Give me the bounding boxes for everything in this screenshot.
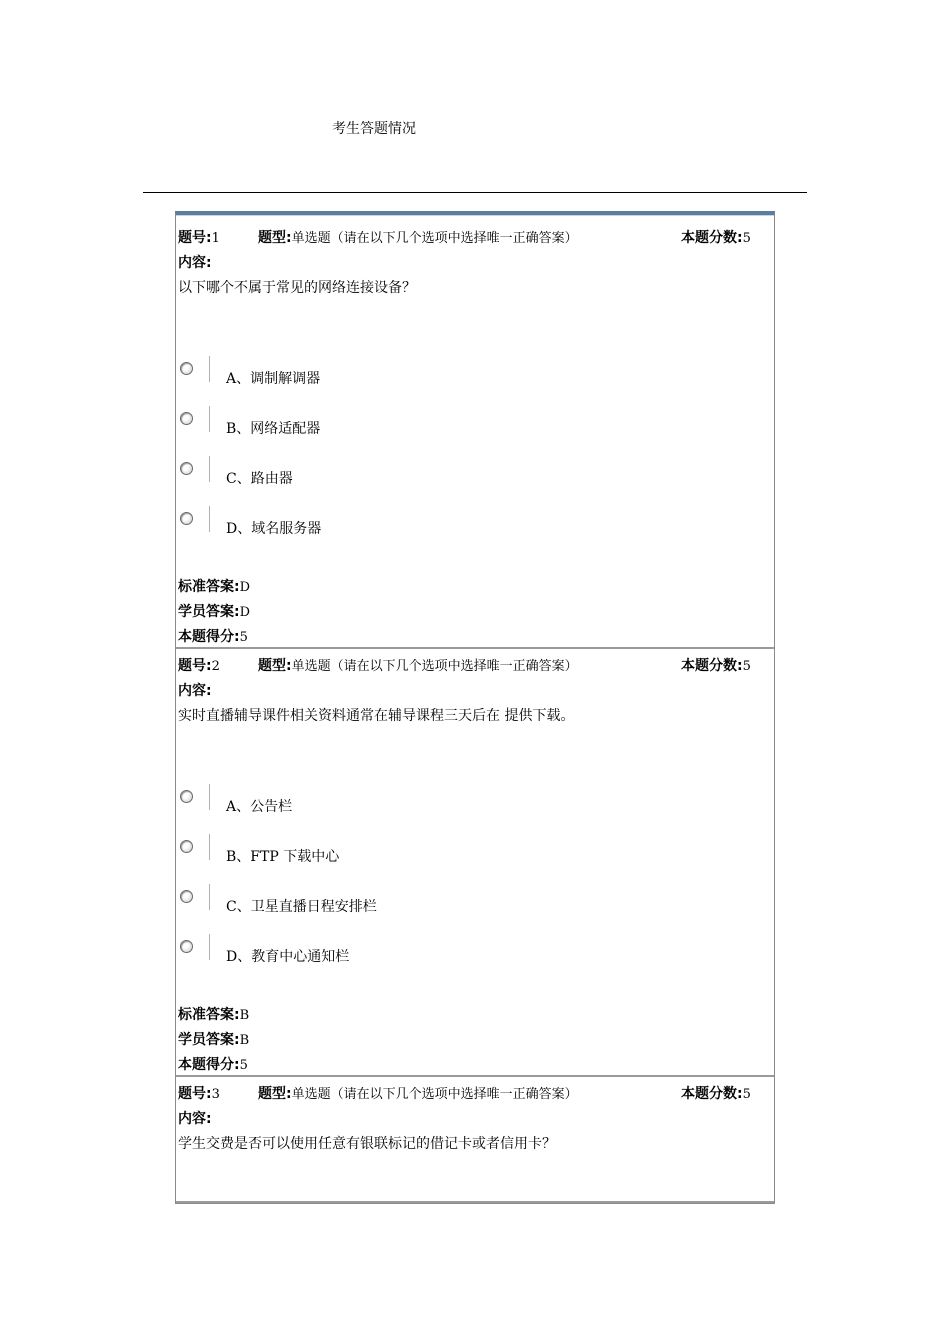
question-number-row	[178, 658, 220, 675]
question-score-label: 本题分数:	[681, 1086, 743, 1102]
got-score-value: 5	[239, 630, 248, 645]
question-type-value: 单选题（请在以下几个选项中选择唯一正确答案）	[291, 659, 578, 674]
option-divider	[209, 934, 210, 960]
standard-answer-value: D	[239, 580, 251, 595]
content-label: 内容:	[178, 255, 212, 271]
question-score-value: 5	[742, 231, 751, 246]
option-a[interactable]	[178, 784, 678, 816]
student-answer-label: 学员答案:	[178, 1032, 240, 1048]
option-text: A、公告栏	[226, 799, 293, 815]
question-type-value: 单选题（请在以下几个选项中选择唯一正确答案）	[291, 1087, 578, 1102]
radio-button-icon[interactable]	[180, 512, 193, 525]
question-score-row	[681, 230, 751, 247]
option-text: D、域名服务器	[226, 521, 322, 537]
question-score-row	[681, 1086, 751, 1103]
standard-answer-row	[178, 579, 250, 596]
standard-answer-value: B	[239, 1008, 250, 1023]
question-type-label: 题型:	[258, 230, 292, 246]
question-number-label: 题号:	[178, 230, 212, 246]
radio-button-icon[interactable]	[180, 890, 193, 903]
option-b[interactable]	[178, 406, 678, 438]
question-score-value: 5	[742, 1087, 751, 1102]
page-title: 考生答题情况	[332, 121, 416, 137]
question-score-row	[681, 658, 751, 675]
option-divider	[209, 506, 210, 532]
question-type-row	[258, 1086, 578, 1103]
question-block-1	[176, 215, 774, 649]
option-divider	[209, 834, 210, 860]
option-d[interactable]	[178, 934, 678, 966]
question-text: 实时直播辅导课件相关资料通常在辅导课程三天后在 提供下载。	[178, 708, 575, 724]
question-score-value: 5	[742, 659, 751, 674]
question-number-label: 题号:	[178, 1086, 212, 1102]
radio-button-icon[interactable]	[180, 412, 193, 425]
option-b[interactable]	[178, 834, 678, 866]
header-rule	[143, 192, 807, 193]
content-label: 内容:	[178, 1111, 212, 1127]
question-block-3	[176, 1077, 774, 1203]
option-divider	[209, 456, 210, 482]
student-answer-row	[178, 1032, 249, 1049]
option-divider	[209, 884, 210, 910]
question-text: 学生交费是否可以使用任意有银联标记的借记卡或者信用卡？	[178, 1136, 556, 1152]
option-a[interactable]	[178, 356, 678, 388]
radio-button-icon[interactable]	[180, 940, 193, 953]
question-type-label: 题型:	[258, 1086, 292, 1102]
question-type-label: 题型:	[258, 658, 292, 674]
question-number-row	[178, 1086, 220, 1103]
student-answer-value: D	[239, 605, 251, 620]
got-score-row	[178, 1057, 248, 1074]
question-type-row	[258, 658, 578, 675]
question-number-value: 1	[211, 231, 220, 246]
question-score-label: 本题分数:	[681, 658, 743, 674]
option-text: C、路由器	[226, 471, 293, 487]
radio-button-icon[interactable]	[180, 840, 193, 853]
option-text: B、网络适配器	[226, 421, 321, 437]
radio-button-icon[interactable]	[180, 462, 193, 475]
option-divider	[209, 784, 210, 810]
question-number-value: 2	[211, 659, 220, 674]
student-answer-value: B	[239, 1033, 250, 1048]
option-c[interactable]	[178, 456, 678, 488]
student-answer-row	[178, 604, 250, 621]
got-score-row	[178, 629, 248, 646]
question-number-label: 题号:	[178, 658, 212, 674]
standard-answer-row	[178, 1007, 249, 1024]
question-score-label: 本题分数:	[681, 230, 743, 246]
option-text: A、调制解调器	[226, 371, 321, 387]
radio-button-icon[interactable]	[180, 362, 193, 375]
question-number-row	[178, 230, 220, 247]
got-score-label: 本题得分:	[178, 629, 240, 645]
option-text: B、FTP 下载中心	[226, 849, 340, 865]
option-divider	[209, 356, 210, 382]
option-d[interactable]	[178, 506, 678, 538]
question-block-2	[176, 649, 774, 1077]
standard-answer-label: 标准答案:	[178, 1007, 240, 1023]
question-text: 以下哪个不属于常见的网络连接设备？	[178, 280, 416, 296]
standard-answer-label: 标准答案:	[178, 579, 240, 595]
question-number-value: 3	[211, 1087, 220, 1102]
option-divider	[209, 406, 210, 432]
got-score-label: 本题得分:	[178, 1057, 240, 1073]
question-type-row	[258, 230, 578, 247]
student-answer-label: 学员答案:	[178, 604, 240, 620]
answer-sheet-frame	[175, 211, 775, 1204]
radio-button-icon[interactable]	[180, 790, 193, 803]
question-type-value: 单选题（请在以下几个选项中选择唯一正确答案）	[291, 231, 578, 246]
option-text: D、教育中心通知栏	[226, 949, 350, 965]
content-label: 内容:	[178, 683, 212, 699]
got-score-value: 5	[239, 1058, 248, 1073]
option-text: C、卫星直播日程安排栏	[226, 899, 377, 915]
option-c[interactable]	[178, 884, 678, 916]
